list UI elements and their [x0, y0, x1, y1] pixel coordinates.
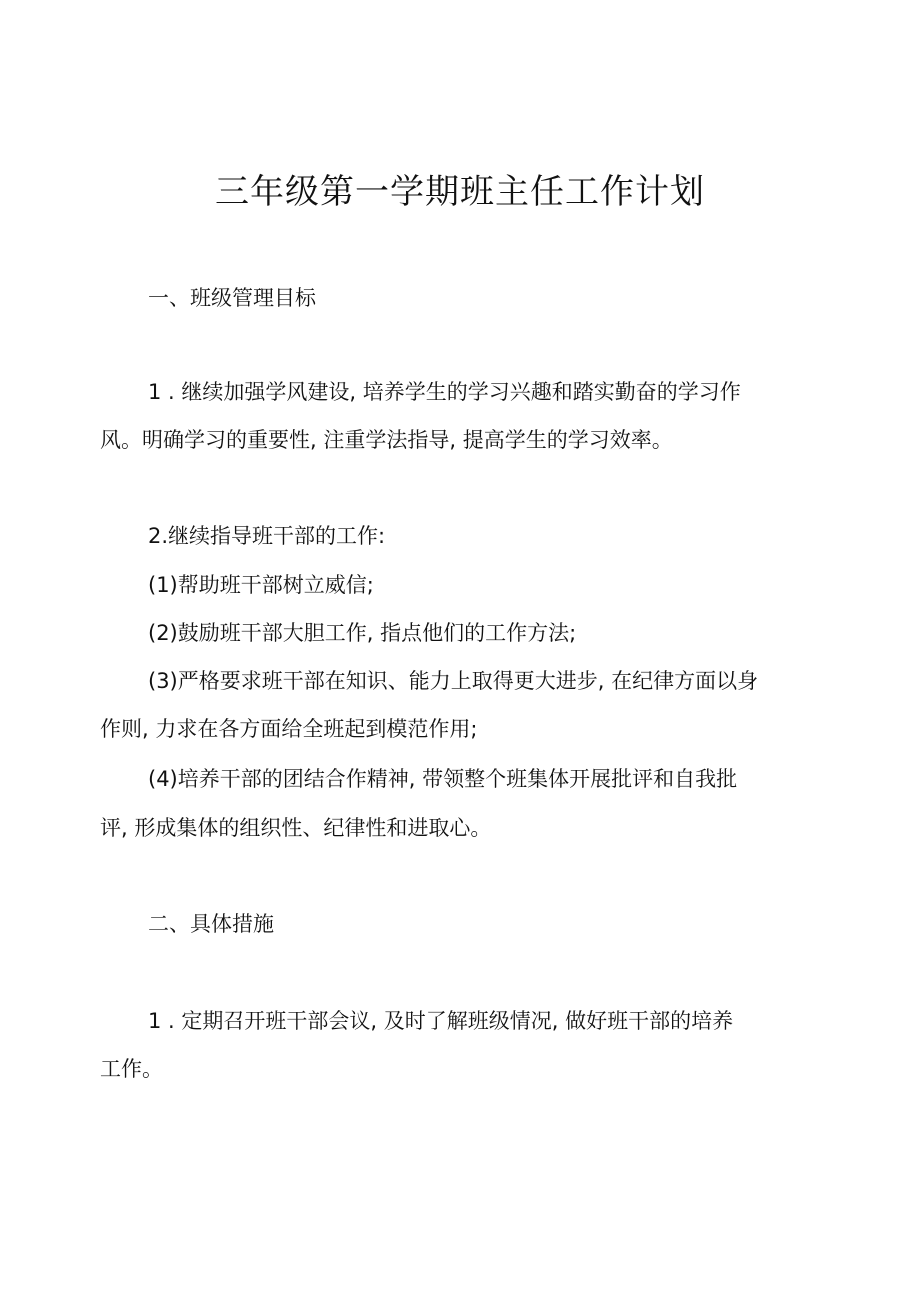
section1-item2-sub3-line1: (3)严格要求班干部在知识、能力上取得更大进步, 在纪律方面以身	[148, 669, 759, 693]
section2-heading: 二、具体措施	[148, 912, 274, 936]
section1-item2-sub3-line2: 作则, 力求在各方面给全班起到模范作用;	[100, 717, 478, 741]
section2-item1-line2: 工作。	[100, 1057, 163, 1081]
section1-item1-line1: 1 . 继续加强学风建设, 培养学生的学习兴趣和踏实勤奋的学习作	[148, 380, 741, 404]
section1-item2-sub2: (2)鼓励班干部大胆工作, 指点他们的工作方法;	[148, 621, 577, 645]
section1-item2-sub4-line1: (4)培养干部的团结合作精神, 带领整个班集体开展批评和自我批	[148, 767, 738, 791]
section1-item1-line2: 风。明确学习的重要性, 注重学法指导, 提高学生的学习效率。	[100, 428, 673, 452]
section2-item1-line1: 1 . 定期召开班干部会议, 及时了解班级情况, 做好班干部的培养	[148, 1009, 734, 1033]
section1-item2-sub1: (1)帮助班干部树立威信;	[148, 573, 374, 597]
section1-item2-intro: 2.继续指导班干部的工作:	[148, 524, 386, 548]
document-title: 三年级第一学期班主任工作计划	[215, 172, 705, 212]
section1-heading: 一、班级管理目标	[148, 286, 316, 310]
section1-item2-sub4-line2: 评, 形成集体的组织性、纪律性和进取心。	[100, 816, 492, 840]
